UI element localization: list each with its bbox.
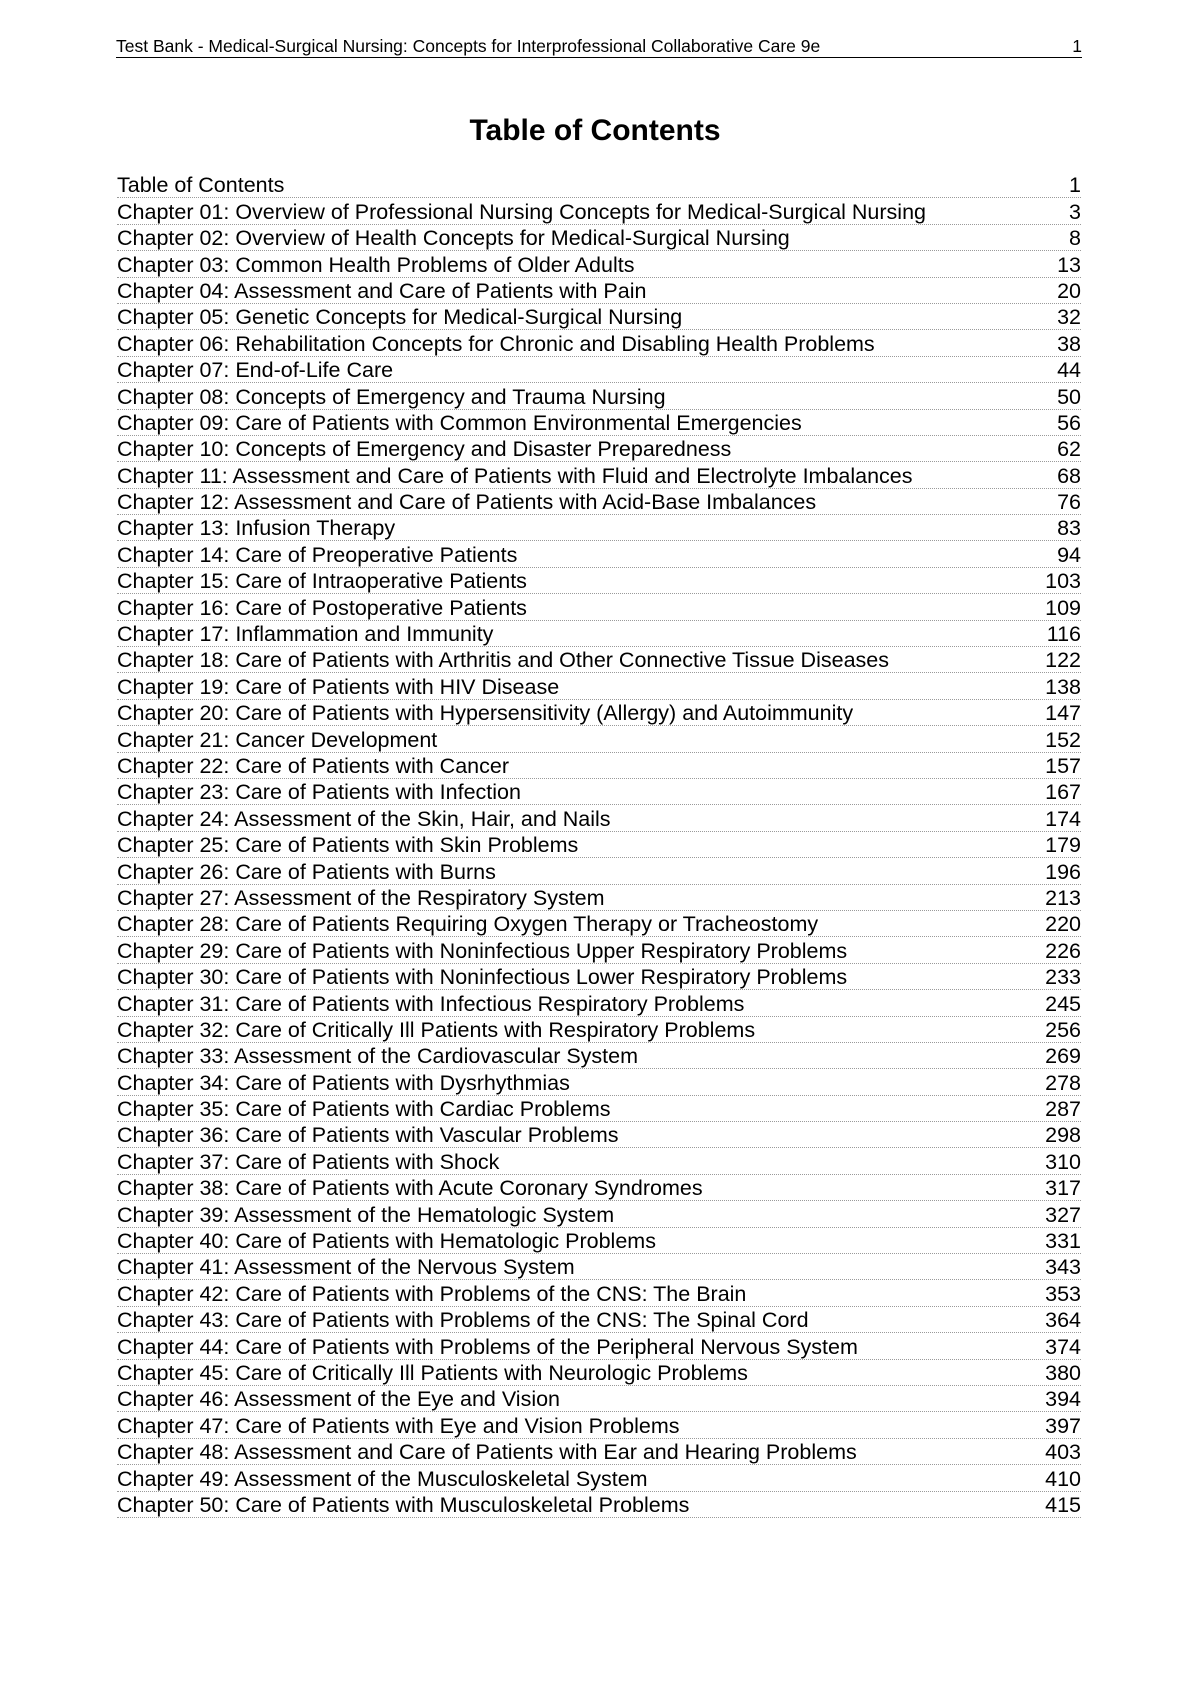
toc-entry[interactable]	[117, 330, 1081, 356]
running-title: Test Bank - Medical-Surgical Nursing: Concepts for Interprofessional Collaborative Care 9e	[116, 36, 821, 56]
toc-entry-title: Chapter 27: Assessment of the Respiratory System	[117, 885, 605, 910]
toc-entry[interactable]	[117, 1465, 1081, 1491]
toc-entry-title: Chapter 41: Assessment of the Nervous System	[117, 1255, 575, 1280]
toc-entry[interactable]	[117, 1254, 1081, 1280]
toc-entry[interactable]	[117, 357, 1081, 383]
toc-entry[interactable]	[117, 489, 1081, 515]
toc-entry-page: 76	[1057, 490, 1081, 515]
toc-entry-page: 410	[1045, 1466, 1081, 1491]
toc-entry-title: Chapter 44: Care of Patients with Problems of the Peripheral Nervous System	[117, 1334, 858, 1359]
toc-entry-page: 179	[1045, 833, 1081, 858]
toc-entry-title: Chapter 24: Assessment of the Skin, Hair, and Nails	[117, 806, 611, 831]
toc-entry-title: Chapter 16: Care of Postoperative Patients	[117, 595, 527, 620]
toc-entry-title: Chapter 03: Common Health Problems of Older Adults	[117, 252, 635, 277]
toc-entry-page: 310	[1045, 1149, 1081, 1174]
toc-entry-page: 278	[1045, 1070, 1081, 1095]
toc-entry-page: 364	[1045, 1308, 1081, 1333]
toc-entry-title: Chapter 30: Care of Patients with Noninfectious Lower Respiratory Problems	[117, 965, 848, 990]
toc-entry-title: Chapter 02: Overview of Health Concepts for Medical-Surgical Nursing	[117, 226, 790, 251]
toc-entry-page: 147	[1045, 701, 1081, 726]
toc-entry-title: Chapter 19: Care of Patients with HIV Disease	[117, 674, 560, 699]
toc-entry[interactable]	[117, 436, 1081, 462]
toc-entry[interactable]	[117, 1333, 1081, 1359]
toc-entry-title: Chapter 38: Care of Patients with Acute Coronary Syndromes	[117, 1176, 703, 1201]
table-of-contents-list	[117, 172, 1081, 1518]
toc-entry-title: Chapter 37: Care of Patients with Shock	[117, 1149, 500, 1174]
toc-entry-page: 20	[1057, 278, 1081, 303]
toc-entry[interactable]	[117, 568, 1081, 594]
toc-entry[interactable]	[117, 1280, 1081, 1306]
toc-entry[interactable]	[117, 383, 1081, 409]
toc-entry[interactable]	[117, 1412, 1081, 1438]
toc-entry-title: Chapter 22: Care of Patients with Cancer	[117, 753, 509, 778]
toc-entry[interactable]	[117, 1017, 1081, 1043]
toc-entry-page: 196	[1045, 859, 1081, 884]
toc-entry[interactable]	[117, 832, 1081, 858]
toc-entry-page: 287	[1045, 1097, 1081, 1122]
toc-entry-title: Chapter 36: Care of Patients with Vascular Problems	[117, 1123, 619, 1148]
toc-entry-page: 353	[1045, 1281, 1081, 1306]
toc-entry[interactable]	[117, 225, 1081, 251]
toc-entry[interactable]	[117, 462, 1081, 488]
document-title: Table of Contents	[469, 114, 721, 147]
toc-entry[interactable]	[117, 1122, 1081, 1148]
toc-entry-title: Chapter 46: Assessment of the Eye and Vision	[117, 1387, 561, 1412]
toc-entry[interactable]	[117, 1096, 1081, 1122]
toc-entry-page: 394	[1045, 1387, 1081, 1412]
toc-entry-title: Chapter 48: Assessment and Care of Patients with Ear and Hearing Problems	[117, 1440, 857, 1465]
toc-entry-title: Table of Contents	[117, 173, 285, 198]
toc-entry-page: 174	[1045, 806, 1081, 831]
toc-entry-page: 397	[1045, 1413, 1081, 1438]
toc-entry-title: Chapter 09: Care of Patients with Common Environmental Emergencies	[117, 410, 802, 435]
toc-entry[interactable]	[117, 541, 1081, 567]
toc-entry[interactable]	[117, 1175, 1081, 1201]
toc-entry[interactable]	[117, 515, 1081, 541]
toc-entry-title: Chapter 21: Cancer Development	[117, 727, 438, 752]
toc-entry-page: 226	[1045, 938, 1081, 963]
toc-entry[interactable]	[117, 805, 1081, 831]
toc-entry[interactable]	[117, 410, 1081, 436]
toc-entry[interactable]	[117, 911, 1081, 937]
toc-entry-title: Chapter 08: Concepts of Emergency and Trauma Nursing	[117, 384, 666, 409]
toc-entry-title: Chapter 20: Care of Patients with Hypersensitivity (Allergy) and Autoimmunity	[117, 701, 854, 726]
toc-entry[interactable]	[117, 1386, 1081, 1412]
toc-entry-title: Chapter 15: Care of Intraoperative Patients	[117, 569, 527, 594]
page-number: 1	[1072, 36, 1082, 56]
toc-entry-page: 116	[1046, 622, 1081, 647]
toc-entry-page: 233	[1045, 965, 1081, 990]
toc-entry-page: 32	[1057, 305, 1081, 330]
toc-entry-page: 50	[1057, 384, 1081, 409]
toc-entry-title: Chapter 05: Genetic Concepts for Medical-Surgical Nursing	[117, 305, 683, 330]
toc-entry-page: 213	[1045, 885, 1081, 910]
toc-entry-page: 152	[1045, 727, 1081, 752]
toc-entry-page: 331	[1045, 1229, 1081, 1254]
toc-entry-page: 109	[1045, 595, 1081, 620]
toc-entry[interactable]	[117, 937, 1081, 963]
toc-entry-page: 103	[1045, 569, 1081, 594]
toc-entry-page: 44	[1057, 358, 1081, 383]
toc-entry-page: 38	[1057, 331, 1081, 356]
toc-entry-title: Chapter 50: Care of Patients with Musculoskeletal Problems	[117, 1492, 690, 1517]
toc-entry[interactable]	[117, 858, 1081, 884]
toc-entry-title: Chapter 07: End-of-Life Care	[117, 358, 394, 383]
toc-entry-page: 374	[1045, 1334, 1081, 1359]
toc-entry-title: Chapter 25: Care of Patients with Skin Problems	[117, 833, 579, 858]
toc-entry-title: Chapter 28: Care of Patients Requiring Oxygen Therapy or Tracheostomy	[117, 912, 819, 937]
page-header	[116, 34, 1082, 58]
toc-entry[interactable]	[117, 1228, 1081, 1254]
toc-entry-title: Chapter 35: Care of Patients with Cardiac Problems	[117, 1097, 611, 1122]
toc-entry[interactable]	[117, 885, 1081, 911]
toc-entry-title: Chapter 42: Care of Patients with Problems of the CNS: The Brain	[117, 1281, 747, 1306]
toc-entry-page: 1	[1069, 173, 1081, 198]
toc-entry[interactable]	[117, 594, 1081, 620]
toc-entry-title: Chapter 23: Care of Patients with Infection	[117, 780, 521, 805]
toc-entry[interactable]	[117, 1492, 1081, 1518]
toc-entry[interactable]	[117, 278, 1081, 304]
toc-entry-title: Chapter 45: Care of Critically Ill Patients with Neurologic Problems	[117, 1360, 748, 1385]
toc-entry[interactable]	[117, 964, 1081, 990]
toc-entry-page: 138	[1045, 674, 1081, 699]
toc-entry[interactable]	[117, 647, 1081, 673]
toc-entry-page: 122	[1045, 648, 1081, 673]
toc-entry-title: Chapter 12: Assessment and Care of Patients with Acid-Base Imbalances	[117, 490, 817, 515]
toc-entry[interactable]	[117, 621, 1081, 647]
toc-entry-title: Chapter 11: Assessment and Care of Patients with Fluid and Electrolyte Imbalances	[117, 463, 913, 488]
toc-entry-page: 380	[1045, 1360, 1081, 1385]
toc-entry[interactable]	[117, 1360, 1081, 1386]
toc-entry[interactable]	[117, 700, 1081, 726]
toc-entry-page: 62	[1057, 437, 1081, 462]
toc-entry[interactable]	[117, 753, 1081, 779]
toc-entry-title: Chapter 32: Care of Critically Ill Patients with Respiratory Problems	[117, 1017, 756, 1042]
toc-entry-title: Chapter 04: Assessment and Care of Patients with Pain	[117, 278, 647, 303]
toc-entry-title: Chapter 06: Rehabilitation Concepts for Chronic and Disabling Health Problems	[117, 331, 875, 356]
toc-entry[interactable]	[117, 251, 1081, 277]
toc-entry-title: Chapter 13: Infusion Therapy	[117, 516, 396, 541]
toc-entry[interactable]	[117, 1439, 1081, 1465]
toc-entry-title: Chapter 47: Care of Patients with Eye and Vision Problems	[117, 1413, 680, 1438]
toc-entry-page: 343	[1045, 1255, 1081, 1280]
toc-entry-title: Chapter 10: Concepts of Emergency and Disaster Preparedness	[117, 437, 732, 462]
toc-entry[interactable]	[117, 1148, 1081, 1174]
toc-entry-page: 220	[1045, 912, 1081, 937]
toc-entry-title: Chapter 43: Care of Patients with Problems of the CNS: The Spinal Cord	[117, 1308, 809, 1333]
toc-entry-page: 157	[1045, 753, 1081, 778]
toc-entry-page: 327	[1045, 1202, 1081, 1227]
toc-entry-page: 13	[1057, 252, 1081, 277]
toc-entry-title: Chapter 01: Overview of Professional Nursing Concepts for Medical-Surgical Nursing	[117, 199, 926, 224]
toc-entry-title: Chapter 29: Care of Patients with Noninfectious Upper Respiratory Problems	[117, 938, 848, 963]
toc-entry-title: Chapter 34: Care of Patients with Dysrhythmias	[117, 1070, 570, 1095]
toc-entry-page: 415	[1045, 1492, 1081, 1517]
toc-entry-title: Chapter 14: Care of Preoperative Patients	[117, 542, 518, 567]
toc-entry[interactable]	[117, 726, 1081, 752]
toc-entry-page: 269	[1045, 1044, 1081, 1069]
toc-entry[interactable]	[117, 779, 1081, 805]
toc-entry-page: 94	[1057, 542, 1081, 567]
toc-entry-title: Chapter 26: Care of Patients with Burns	[117, 859, 496, 884]
toc-entry-title: Chapter 18: Care of Patients with Arthritis and Other Connective Tissue Diseases	[117, 648, 889, 673]
toc-entry-page: 256	[1045, 1017, 1081, 1042]
toc-entry-title: Chapter 40: Care of Patients with Hematologic Problems	[117, 1229, 656, 1254]
toc-entry-page: 3	[1069, 199, 1081, 224]
toc-entry-page: 317	[1045, 1176, 1081, 1201]
toc-entry[interactable]	[117, 673, 1081, 699]
toc-entry[interactable]	[117, 990, 1081, 1016]
toc-entry-page: 167	[1045, 780, 1081, 805]
toc-entry-title: Chapter 31: Care of Patients with Infectious Respiratory Problems	[117, 991, 745, 1016]
toc-entry-page: 83	[1057, 516, 1081, 541]
toc-entry[interactable]	[117, 304, 1081, 330]
toc-entry[interactable]	[117, 1043, 1081, 1069]
toc-entry[interactable]	[117, 172, 1081, 198]
toc-entry-title: Chapter 33: Assessment of the Cardiovascular System	[117, 1044, 639, 1069]
toc-entry-page: 245	[1045, 991, 1081, 1016]
toc-entry-page: 56	[1057, 410, 1081, 435]
toc-entry[interactable]	[117, 1069, 1081, 1095]
toc-entry-page: 68	[1057, 463, 1081, 488]
toc-entry-page: 8	[1069, 226, 1081, 251]
toc-entry[interactable]	[117, 198, 1081, 224]
toc-entry[interactable]	[117, 1307, 1081, 1333]
toc-entry-page: 403	[1045, 1440, 1081, 1465]
toc-entry-page: 298	[1045, 1123, 1081, 1148]
toc-entry-title: Chapter 17: Inflammation and Immunity	[117, 622, 494, 647]
toc-entry-title: Chapter 49: Assessment of the Musculoskeletal System	[117, 1466, 648, 1491]
toc-entry-title: Chapter 39: Assessment of the Hematologic System	[117, 1202, 615, 1227]
toc-entry[interactable]	[117, 1201, 1081, 1227]
